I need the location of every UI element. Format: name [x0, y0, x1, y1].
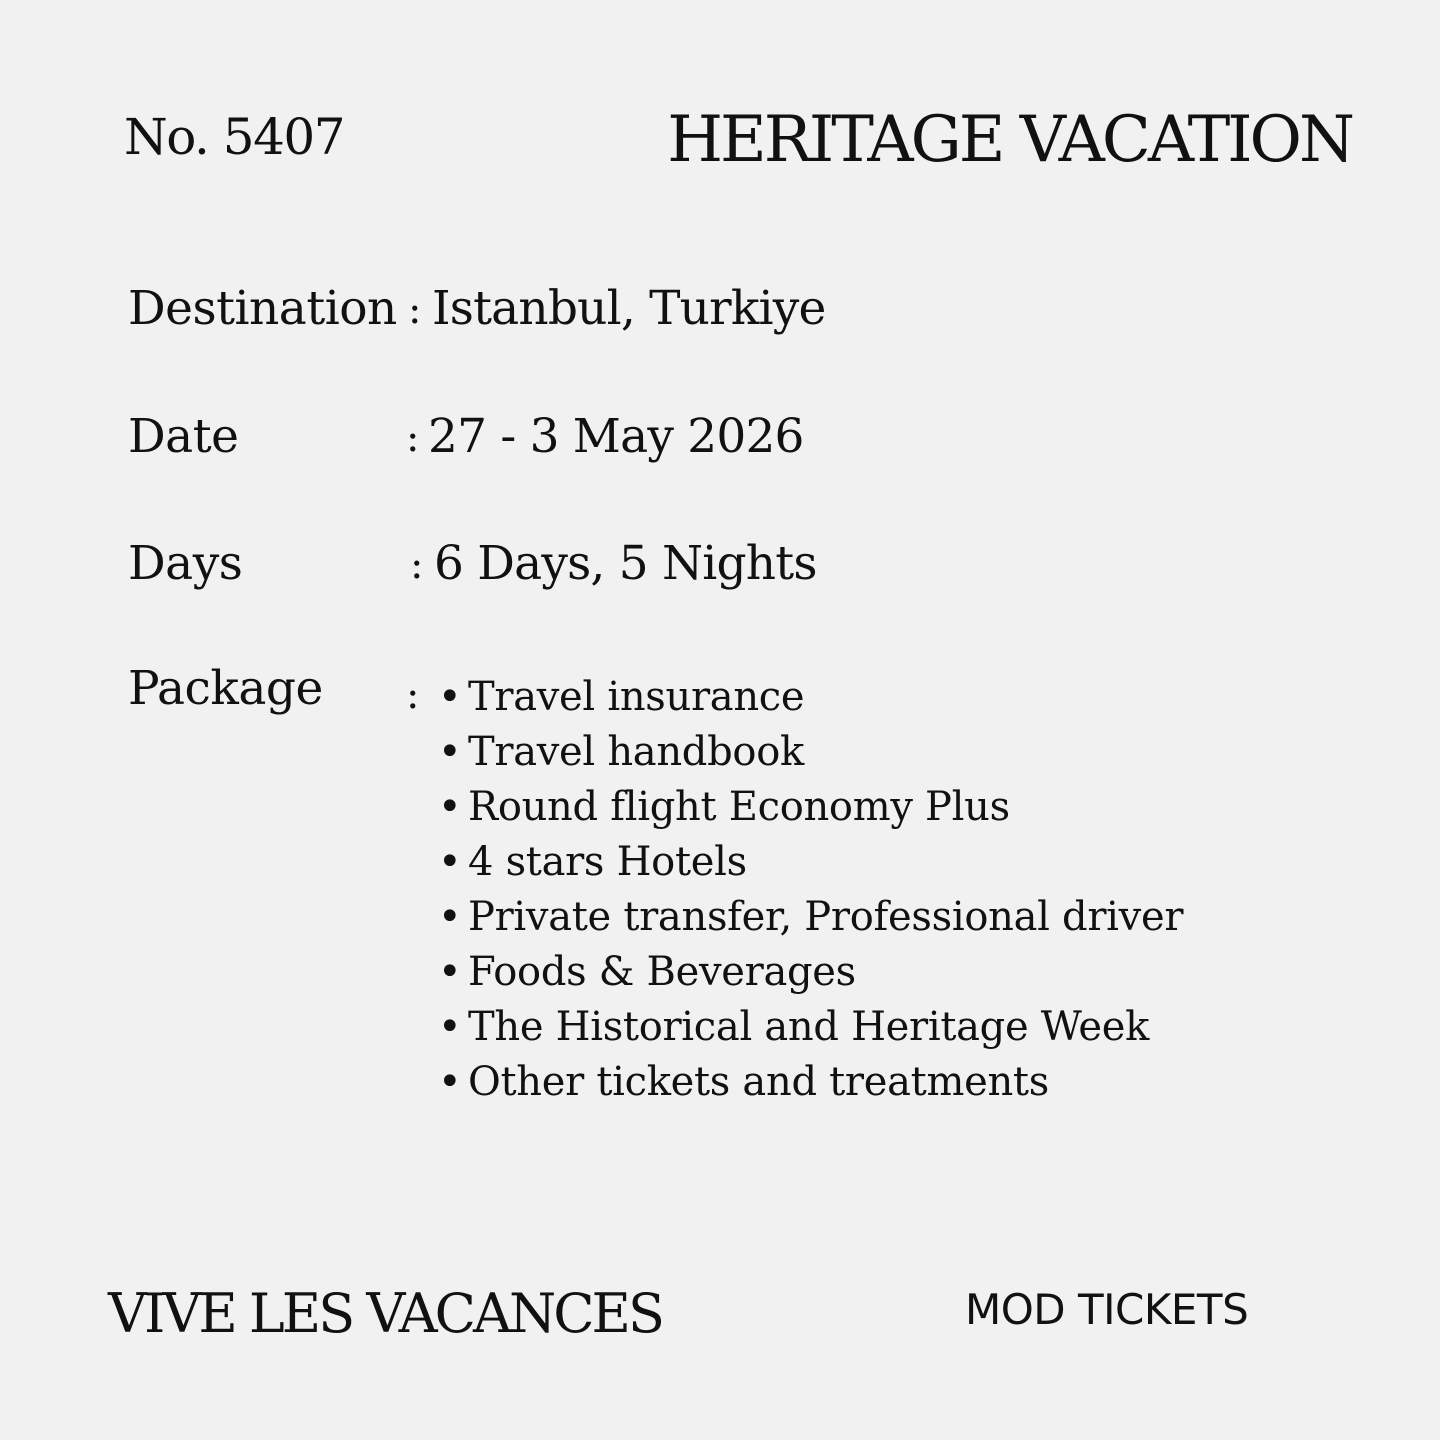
package-item — [438, 950, 1183, 1005]
ticket-number: No. 5407 — [124, 108, 345, 166]
destination-separator: : — [408, 287, 422, 333]
bullet-icon: • — [438, 1004, 462, 1050]
days-label: Days — [128, 536, 243, 591]
package-separator: : — [406, 672, 420, 718]
package-item — [438, 895, 1183, 950]
footer-slogan: VIVE LES VACANCES — [108, 1282, 662, 1345]
package-item-text: Other tickets and treatments — [468, 1059, 1049, 1105]
destination-label: Destination — [128, 281, 397, 336]
bullet-icon: • — [438, 1059, 462, 1105]
days-value: 6 Days, 5 Nights — [434, 536, 817, 591]
bullet-icon: • — [438, 839, 462, 885]
package-item — [438, 840, 1183, 895]
bullet-icon: • — [438, 784, 462, 830]
package-item — [438, 1060, 1183, 1115]
package-item-text: Private transfer, Professional driver — [468, 894, 1184, 940]
package-item-text: Round flight Economy Plus — [468, 784, 1010, 830]
days-separator: : — [410, 542, 424, 588]
bullet-icon: • — [438, 729, 462, 775]
package-item — [438, 675, 1183, 730]
date-value: 27 - 3 May 2026 — [428, 409, 804, 464]
package-item-text: The Historical and Heritage Week — [468, 1004, 1150, 1050]
package-item — [438, 1005, 1183, 1060]
package-item-text: 4 stars Hotels — [468, 839, 747, 885]
date-separator: : — [406, 415, 420, 461]
date-label: Date — [128, 409, 239, 464]
package-item-text: Travel handbook — [468, 729, 804, 775]
bullet-icon: • — [438, 949, 462, 995]
package-list — [438, 675, 1183, 1115]
footer-brand: MOD TICKETS — [965, 1285, 1249, 1334]
bullet-icon: • — [438, 674, 462, 720]
destination-value: Istanbul, Turkiye — [432, 281, 826, 336]
package-item — [438, 785, 1183, 840]
package-item — [438, 730, 1183, 785]
package-item-text: Travel insurance — [468, 674, 805, 720]
bullet-icon: • — [438, 894, 462, 940]
package-label: Package — [128, 661, 323, 716]
ticket-title: HERITAGE VACATION — [667, 103, 1352, 177]
package-item-text: Foods & Beverages — [468, 949, 856, 995]
